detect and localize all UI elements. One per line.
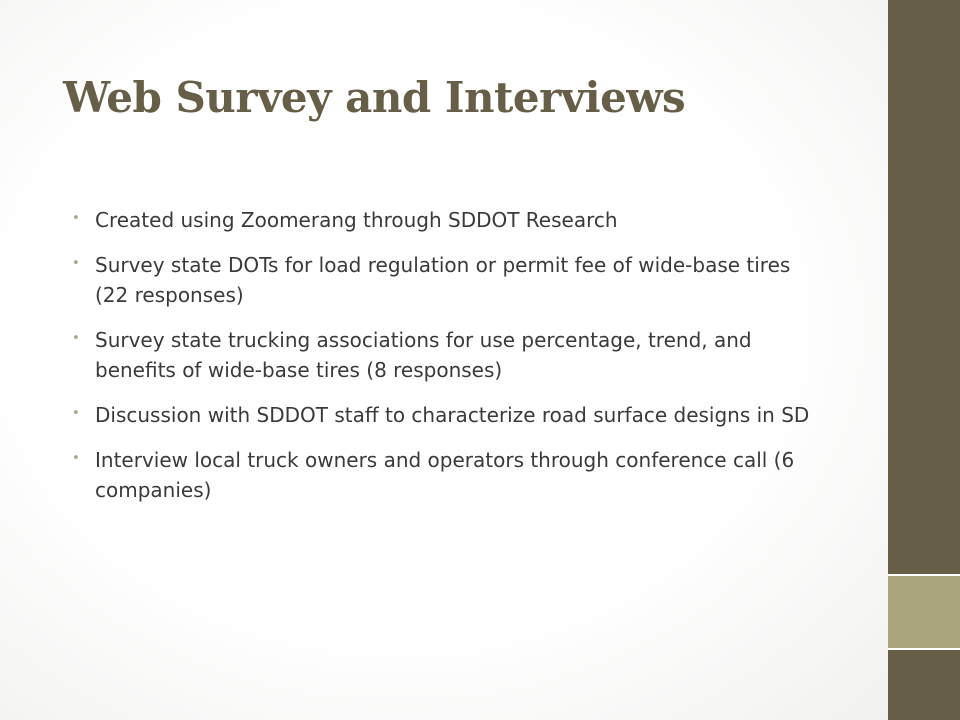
bullet-dot-icon: • — [72, 331, 80, 346]
bullet-item — [72, 400, 817, 430]
bullet-text: Created using Zoomerang through SDDOT Research — [95, 208, 618, 232]
bullet-dot-icon: • — [72, 406, 80, 421]
slide-title: Web Survey and Interviews — [63, 73, 686, 122]
decorative-sidebar — [888, 0, 960, 720]
bullet-item — [72, 205, 817, 235]
bullet-text: Survey state trucking associations for use percentage, trend, and benefits of wide-base tires (8 responses) — [95, 328, 752, 382]
bullet-item — [72, 445, 817, 505]
bullet-dot-icon: • — [72, 211, 80, 226]
sidebar-band-top — [888, 0, 960, 574]
bullet-list — [72, 205, 817, 520]
bullet-text: Interview local truck owners and operators through conference call (6 companies) — [95, 448, 795, 502]
sidebar-band-accent — [888, 576, 960, 648]
sidebar-band-bottom — [888, 650, 960, 720]
bullet-dot-icon: • — [72, 256, 80, 271]
bullet-text: Discussion with SDDOT staff to characterize road surface designs in SD — [95, 403, 810, 427]
bullet-text: Survey state DOTs for load regulation or permit fee of wide-base tires (22 responses) — [95, 253, 791, 307]
bullet-dot-icon: • — [72, 451, 80, 466]
bullet-item — [72, 325, 817, 385]
bullet-item — [72, 250, 817, 310]
